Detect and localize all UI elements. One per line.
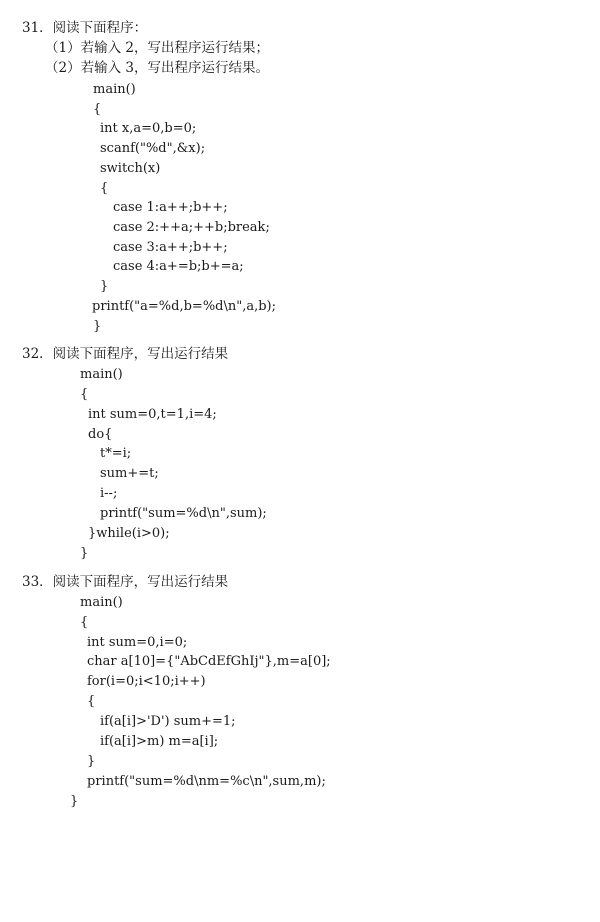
code-line: i--; [100,486,118,501]
code-line: printf("sum=%d\n",sum); [100,506,267,521]
code-line: case 3:a++;b++; [113,240,228,255]
code-line: main() [80,367,123,382]
code-line: } [87,754,96,769]
code-line: int sum=0,i=0; [87,635,188,650]
q31-sub1: （1）若输入 2，写出程序运行结果； [45,40,269,56]
code-line: scanf("%d",&x); [100,141,206,156]
code-line: printf("sum=%d\nm=%c\n",sum,m); [87,774,326,789]
code-line: { [87,694,96,709]
code-line: } [100,279,109,294]
code-line: case 2:++a;++b;break; [113,220,270,235]
code-line: { [100,181,109,196]
code-line: int sum=0,t=1,i=4; [88,407,217,422]
code-line: switch(x) [100,161,161,176]
code-line: case 1:a++;b++; [113,200,228,215]
code-line: main() [80,595,123,610]
code-line: for(i=0;i<10;i++) [87,674,206,689]
code-line: } [93,319,102,334]
code-line: main() [93,82,136,97]
q33-title: 33．阅读下面程序，写出运行结果 [22,574,229,590]
code-line: { [93,102,102,117]
code-line: { [80,387,89,402]
code-line: char a[10]={"AbCdEfGhIj"},m=a[0]; [87,654,331,669]
code-line: } [80,546,89,561]
code-line: } [70,794,79,809]
q32-title: 32．阅读下面程序，写出运行结果 [22,346,229,362]
code-line: case 4:a+=b;b+=a; [113,259,244,274]
code-line: if(a[i]>m) m=a[i]; [100,734,219,749]
q31-title: 31．阅读下面程序： [22,20,148,36]
q31-sub2: （2）若输入 3，写出程序运行结果。 [45,60,269,76]
code-line: sum+=t; [100,466,159,481]
code-line: if(a[i]>'D') sum+=1; [100,714,236,729]
code-line: t*=i; [100,446,132,461]
code-line: }while(i>0); [88,526,170,541]
code-line: printf("a=%d,b=%d\n",a,b); [92,299,277,314]
code-line: { [80,615,89,630]
code-line: do{ [88,427,113,442]
code-line: int x,a=0,b=0; [100,121,197,136]
